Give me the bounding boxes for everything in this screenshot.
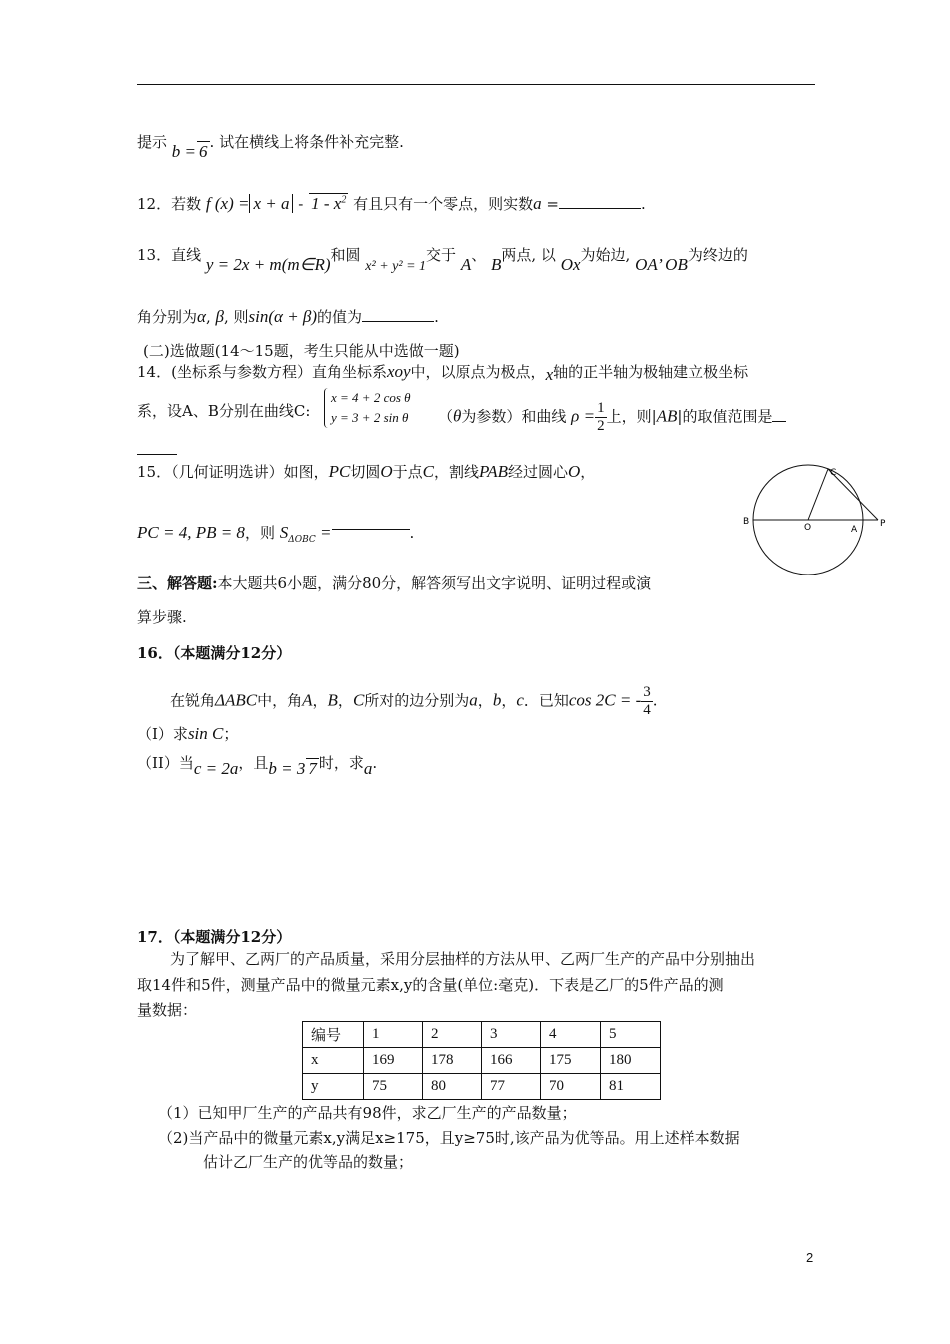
table-cell: 75 (364, 1074, 423, 1100)
table-cell: 166 (482, 1048, 541, 1074)
table-header-cell: 3 (482, 1022, 541, 1048)
question-16-heading: 16．（本题满分12分） (137, 644, 292, 662)
answer-blank-12 (559, 207, 641, 209)
table-cell: x (303, 1048, 364, 1074)
table-header-cell: 1 (364, 1022, 423, 1048)
question-15-line2: PC = 4, PB = 8，则 $S_{\Delta OBC}$ = . (137, 523, 415, 545)
answer-blank-14a (772, 420, 786, 422)
answer-blank-13 (362, 320, 434, 322)
table-row (303, 1074, 661, 1100)
table-cell: 77 (482, 1074, 541, 1100)
table-header-row (303, 1022, 661, 1048)
question-12: 12．若数 f $(x) = x + a - 1 - x^2$ 有且只有一个零点，则实数a = . (137, 194, 646, 213)
table-cell: 180 (601, 1048, 661, 1074)
table-header-cell: 5 (601, 1022, 661, 1048)
question-17-part1: （1）已知甲厂生产的产品共有98件，求乙厂生产的产品数量； (158, 1104, 577, 1122)
figure-radius-oc (808, 469, 828, 520)
figure-label-C: C (830, 468, 837, 478)
optional-section-title: (二)选做题(14～15题，考生只能从中选做一题) (143, 342, 460, 360)
table-header-cell: 4 (541, 1022, 601, 1048)
table-cell: y (303, 1074, 364, 1100)
section-3-line2: 算步骤. (137, 608, 187, 626)
answer-blank-15 (332, 528, 410, 530)
geometry-figure (740, 460, 890, 575)
table-row (303, 1048, 661, 1074)
question-17-line3: 量数据： (137, 1001, 198, 1019)
question-17-part2-cont: 估计乙厂生产的优等品的数量； (203, 1153, 414, 1171)
figure-label-B: B (743, 517, 750, 527)
question-16-stem: 在锐角ΔABC中，角A，B，C所对的边分别为a，b，c．已知cos 2C = - $\frac{3}{4}$ . (170, 684, 658, 718)
q11-hint: 提示 b = 6 . 试在横线上将条件补充完整. (137, 133, 404, 161)
section-3-title: 三、解答题:本大题共6小题，满分80分，解答须写出文字说明、证明过程或演 (137, 574, 652, 592)
table-cell: 178 (423, 1048, 482, 1074)
header-rule (137, 84, 815, 85)
figure-label-P: P (880, 519, 886, 529)
question-17-part2: （2)当产品中的微量元素x,y满足x≥175，且y≥75时,该产品为优等品。用上述样本数据 (158, 1129, 740, 1147)
table-cell: 81 (601, 1074, 661, 1100)
question-15-line1: 15．（几何证明选讲）如图，PC切圆O于点C，割线PAB经过圆心O， (137, 462, 596, 481)
question-14-line1: 14．(坐标系与参数方程）直角坐标系xoy中，以原点为极点，x轴的正半轴为极轴建立极坐标 (137, 362, 749, 384)
question-14-line2b: （θ为参数）和曲线 ρ = $\frac{1}{2}$ 上，则|AB|的取值范围是 (438, 400, 786, 435)
answer-blank-14b (137, 454, 177, 455)
sample-data-table (302, 1021, 661, 1100)
question-17-line2: 取14件和5件，测量产品中的微量元素x,y的含量(单位:毫克)．下表是乙厂的5件产品的测 (137, 976, 724, 994)
table-cell: 70 (541, 1074, 601, 1100)
page-number: 2 (806, 1250, 814, 1265)
question-13-line1: 13．直线 y = 2x + m(m∈R)和圆 x² + y² = 1交于 A、 B两点, 以 Ox为始边, OA’ OB为终边的 (137, 246, 748, 274)
parametric-system: x = 4 + 2 cos θ y = 3 + 2 sin θ (324, 388, 411, 428)
figure-label-A: A (851, 525, 858, 535)
question-16-part1: （I）求sin C； (137, 724, 239, 743)
question-14-line2: 系，设A、B分别在曲线C: (137, 402, 311, 420)
table-cell: 80 (423, 1074, 482, 1100)
figure-label-O: O (804, 523, 812, 533)
question-17-line1: 为了解甲、乙两厂的产品质量，采用分层抽样的方法从甲、乙两厂生产的产品中分别抽出 (170, 950, 756, 968)
table-cell: 169 (364, 1048, 423, 1074)
question-17-heading: 17．（本题满分12分） (137, 928, 292, 946)
table-header-cell: 2 (423, 1022, 482, 1048)
question-16-part2: （II）当c = 2a，且b = 3 7 时，求a. (137, 754, 378, 778)
table-cell: 175 (541, 1048, 601, 1074)
question-13-line2: 角分别为α, β, 则sin(α + β)的值为 . (137, 307, 439, 326)
table-header-cell: 编号 (303, 1022, 364, 1048)
